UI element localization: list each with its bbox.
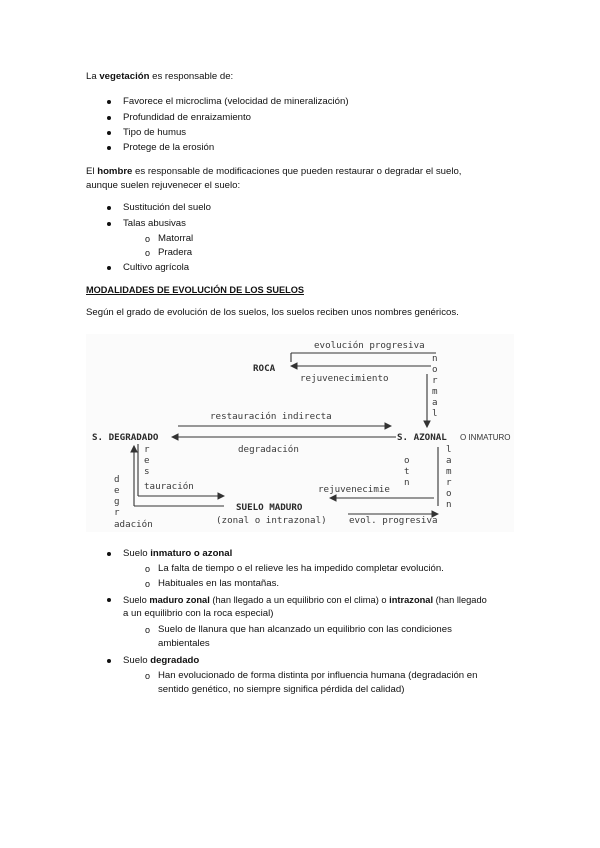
label-rejuvenecimiento: rejuvenecimiento [300,373,389,384]
hombre-paragraph-line2: aunque suelen rejuvenecer el suelo: [86,180,241,191]
diagram-svg [86,334,514,532]
bullet [107,146,111,150]
label-tauracion: tauración [144,481,194,492]
label-otn-vertical [404,455,410,488]
letter: n [404,477,410,488]
label-restauracion-indirecta: restauración indirecta [210,411,332,422]
letter: r [432,375,438,386]
letter: n [432,353,438,364]
bullet [107,100,111,104]
sub-bullet: o [145,671,151,681]
list-item: Profundidad de enraizamiento [123,112,252,123]
label-degradacion: degradación [238,444,299,455]
label-o-inmaturo: O INMATURO [460,433,511,442]
list-item-maduro-line2: a un equilibrio con la roca especial) [123,608,274,619]
sub-list-item: Pradera [158,247,193,258]
label-degr-vertical [114,474,120,518]
sub-list-item: La falta de tiempo o el relieve les ha impedido completar evolución. [158,563,444,574]
soil-evolution-diagram [86,334,514,532]
list-item-degradado: Suelo degradado [123,655,200,666]
letter: l [446,444,452,455]
list-item: Favorece el microclima (velocidad de mineralización) [123,96,349,107]
list-item: Protege de la erosión [123,142,215,153]
sub-list-item-line2: sentido genético, no siempre significa pérdida del calidad) [158,684,405,695]
sub-bullet: o [145,234,151,244]
bullet [107,552,111,556]
list-item-inmaturo: Suelo inmaturo o azonal [123,548,233,559]
letter: e [144,455,150,466]
bullet [107,131,111,135]
bullet [107,116,111,120]
list-item-maduro: Suelo maduro zonal (han llegado a un equilibrio con el clima) o intrazonal (han llegado [123,595,487,605]
letter: o [404,455,410,466]
label-rejuvenecimie: rejuvenecimie [318,484,390,495]
sub-bullet: o [145,579,151,589]
intro-paragraph: Según el grado de evolución de los suelos, los suelos reciben unos nombres genéricos. [86,307,459,318]
list-item: Tipo de humus [123,127,187,138]
letter: e [114,485,120,496]
letter: o [446,488,452,499]
sub-list-item: Suelo de llanura que han alcanzado un equilibrio con las condiciones [158,624,452,635]
letter: o [432,364,438,375]
sub-bullet: o [145,248,151,258]
letter: a [432,397,438,408]
letter: s [144,466,150,477]
section-heading: MODALIDADES DE EVOLUCIÓN DE LOS SUELOS [86,285,304,295]
sub-bullet: o [145,564,151,574]
bullet [107,266,111,270]
letter: l [432,408,438,419]
label-suelo-maduro: SUELO MADURO [236,502,303,513]
label-s-degradado: S. DEGRADADO [92,432,159,443]
list-item: Cultivo agrícola [123,262,190,273]
letter: m [446,466,452,477]
label-zonal-intrazonal: (zonal o intrazonal) [216,515,327,526]
label-res-vertical [144,444,150,477]
sub-bullet: o [145,625,151,635]
hombre-paragraph-line1: El hombre es responsable de modificaciones que pueden restaurar o degradar el suelo, [86,166,462,177]
label-right-vertical [446,444,452,510]
label-s-azonal: S. AZONAL [397,432,447,443]
label-normal-vertical [432,353,438,419]
letter: g [114,496,120,507]
bullet [107,222,111,226]
sub-list-item-line2: ambientales [158,638,210,649]
sub-list-item: Matorral [158,233,194,244]
label-evol-progresiva: evol. progresiva [349,515,438,526]
letter: r [446,477,452,488]
bullet [107,206,111,210]
label-evolucion-progresiva: evolución progresiva [314,340,425,351]
label-adacion: adación [114,519,153,530]
vegetacion-intro: La vegetación es responsable de: [86,71,234,82]
list-item: Talas abusivas [123,218,186,229]
sub-list-item: Han evolucionado de forma distinta por influencia humana (degradación en [158,670,478,681]
letter: r [144,444,150,455]
bullet [107,659,111,663]
letter: d [114,474,120,485]
sub-list-item: Habituales en las montañas. [158,578,280,589]
bullet [107,598,111,602]
list-item: Sustitución del suelo [123,202,211,213]
letter: n [446,499,452,510]
letter: a [446,455,452,466]
letter: t [404,466,410,477]
letter: r [114,507,120,518]
label-roca: ROCA [253,363,276,374]
letter: m [432,386,438,397]
